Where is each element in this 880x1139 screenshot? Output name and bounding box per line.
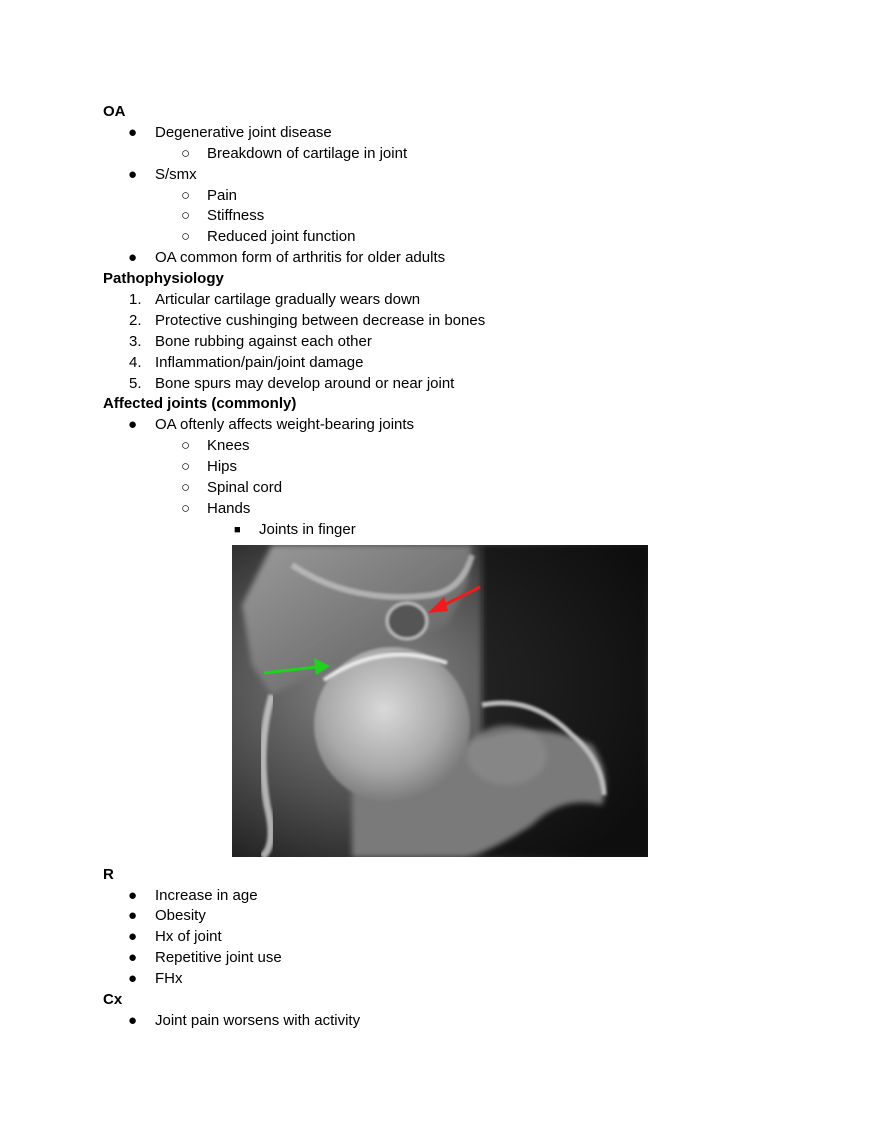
hollow-bullet-icon: ○ [181, 228, 191, 246]
list-item-text: Bone rubbing against each other [155, 332, 372, 350]
numbered-item [0, 374, 880, 395]
list-item [0, 186, 880, 207]
list-item-text: Reduced joint function [207, 228, 356, 246]
numbered-item [0, 353, 880, 374]
list-item [0, 1011, 880, 1032]
hollow-bullet-icon: ○ [181, 479, 191, 497]
list-item-text: Knees [207, 437, 250, 455]
list-item [0, 886, 880, 907]
list-item [0, 520, 880, 541]
section-heading-cx: Cx [103, 991, 123, 1009]
list-item [0, 144, 880, 165]
numbered-item [0, 290, 880, 311]
bullet-icon: ● [128, 1011, 138, 1029]
list-item-text: Hands [207, 499, 251, 517]
list-item [0, 123, 880, 144]
section-heading-pathophysiology: Pathophysiology [103, 270, 224, 288]
list-item [0, 457, 880, 478]
list-item [0, 436, 880, 457]
list-item [0, 165, 880, 186]
list-item-text: Inflammation/pain/joint damage [155, 353, 364, 371]
bullet-icon: ● [128, 970, 138, 988]
list-number: 2. [129, 311, 142, 329]
list-item-text: Pain [207, 186, 238, 204]
bullet-icon: ● [128, 416, 138, 434]
list-item [0, 248, 880, 269]
list-number: 1. [129, 291, 142, 309]
bullet-icon: ● [128, 928, 138, 946]
list-item-text: Obesity [155, 907, 206, 925]
hollow-bullet-icon: ○ [181, 144, 191, 162]
numbered-item [0, 311, 880, 332]
list-item-text: Bone spurs may develop around or near joint [155, 374, 455, 392]
list-item [0, 478, 880, 499]
bullet-icon: ● [128, 249, 138, 267]
list-item-text: Protective cushinging between decrease in bones [155, 311, 486, 329]
hollow-bullet-icon: ○ [181, 458, 191, 476]
list-item-text: OA oftenly affects weight-bearing joints [155, 416, 415, 434]
list-item [0, 206, 880, 227]
hip-xray-image [232, 545, 648, 857]
section-heading-affected-joints: Affected joints (commonly) [103, 395, 297, 413]
bullet-icon: ● [128, 123, 138, 141]
section-heading-r: R [103, 865, 114, 883]
list-item [0, 227, 880, 248]
list-item-text: Breakdown of cartilage in joint [207, 144, 408, 162]
list-item-text: Repetitive joint use [155, 949, 282, 967]
list-item-text: Hx of joint [155, 928, 222, 946]
list-item [0, 969, 880, 990]
bullet-icon: ● [128, 165, 138, 183]
list-item [0, 499, 880, 520]
list-item-text: Stiffness [207, 207, 265, 225]
list-item-text: Hips [207, 458, 238, 476]
list-item-text: Joints in finger [259, 520, 356, 538]
list-item [0, 927, 880, 948]
list-number: 4. [129, 353, 142, 371]
hollow-bullet-icon: ○ [181, 186, 191, 204]
list-item-text: OA common form of arthritis for older adults [155, 249, 446, 267]
list-item-text: FHx [155, 970, 183, 988]
list-item [0, 948, 880, 969]
figure [0, 541, 880, 865]
hollow-bullet-icon: ○ [181, 207, 191, 225]
list-item-text: Spinal cord [207, 479, 283, 497]
list-item-text: Increase in age [155, 886, 258, 904]
hollow-bullet-icon: ○ [181, 437, 191, 455]
numbered-item [0, 332, 880, 353]
list-number: 3. [129, 332, 142, 350]
bullet-icon: ● [128, 886, 138, 904]
list-item [0, 906, 880, 927]
document-body [0, 102, 880, 1032]
list-item-text: Joint pain worsens with activity [155, 1011, 361, 1029]
section-heading-oa: OA [103, 103, 126, 120]
bullet-icon: ● [128, 949, 138, 967]
square-bullet-icon: ■ [234, 523, 241, 536]
list-item-text: Degenerative joint disease [155, 123, 332, 141]
list-item [0, 415, 880, 436]
list-number: 5. [129, 374, 142, 392]
hollow-bullet-icon: ○ [181, 499, 191, 517]
list-item-text: S/smx [155, 165, 197, 183]
list-item-text: Articular cartilage gradually wears down [155, 291, 421, 309]
bullet-icon: ● [128, 907, 138, 925]
